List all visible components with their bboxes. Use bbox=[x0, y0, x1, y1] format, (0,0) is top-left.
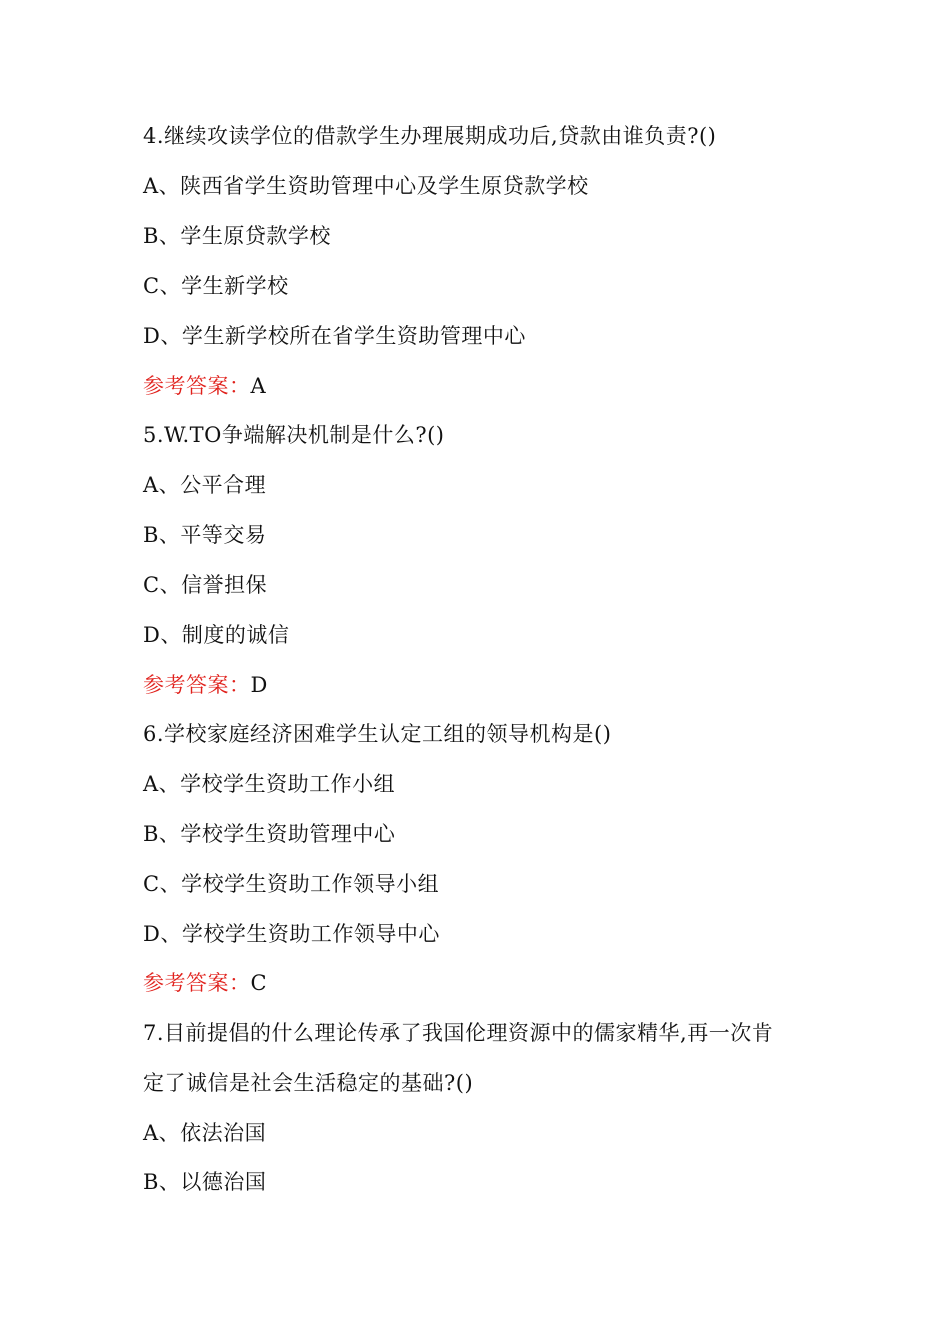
question-6-answer bbox=[143, 968, 823, 998]
question-6-option-b: B、学校学生资助管理中心 bbox=[143, 822, 396, 846]
question-7-option-a: A、依法治国 bbox=[143, 1121, 267, 1145]
question-5-stem: 5.W.TO争端解决机制是什么?() bbox=[143, 423, 445, 447]
question-4-stem: 4.继续攻读学位的借款学生办理展期成功后,贷款由谁负责?() bbox=[143, 124, 717, 148]
question-5-option-a: A、公平合理 bbox=[143, 473, 267, 497]
question-5-option-b: B、平等交易 bbox=[143, 523, 267, 547]
question-4-option-a: A、陕西省学生资助管理中心及学生原贷款学校 bbox=[143, 174, 589, 198]
question-4-option-d: D、学生新学校所在省学生资助管理中心 bbox=[143, 324, 526, 348]
question-7-stem-line-1: 7.目前提倡的什么理论传承了我国伦理资源中的儒家精华,再一次肯 bbox=[143, 1021, 774, 1045]
answer-label: 参考答案： bbox=[143, 374, 251, 398]
question-5-option-c: C、信誉担保 bbox=[143, 573, 268, 597]
question-4-option-c: C、学生新学校 bbox=[143, 274, 289, 298]
answer-letter: C bbox=[250, 971, 268, 995]
question-5-answer bbox=[143, 670, 823, 700]
question-6-stem: 6.学校家庭经济困难学生认定工组的领导机构是() bbox=[143, 722, 612, 746]
question-6-option-d: D、学校学生资助工作领导中心 bbox=[143, 922, 440, 946]
answer-label: 参考答案： bbox=[143, 673, 251, 697]
question-6-option-a: A、学校学生资助工作小组 bbox=[143, 772, 396, 796]
question-5-option-d: D、制度的诚信 bbox=[143, 623, 290, 647]
answer-letter: D bbox=[250, 673, 268, 697]
question-7-stem-line-2: 定了诚信是社会生活稳定的基础?() bbox=[143, 1071, 474, 1095]
answer-label: 参考答案： bbox=[143, 971, 251, 995]
question-7-option-b: B、以德治国 bbox=[143, 1170, 267, 1194]
question-4-answer bbox=[143, 371, 823, 401]
question-4-option-b: B、学生原贷款学校 bbox=[143, 224, 331, 248]
answer-letter: A bbox=[250, 374, 267, 398]
question-6-option-c: C、学校学生资助工作领导小组 bbox=[143, 872, 440, 896]
